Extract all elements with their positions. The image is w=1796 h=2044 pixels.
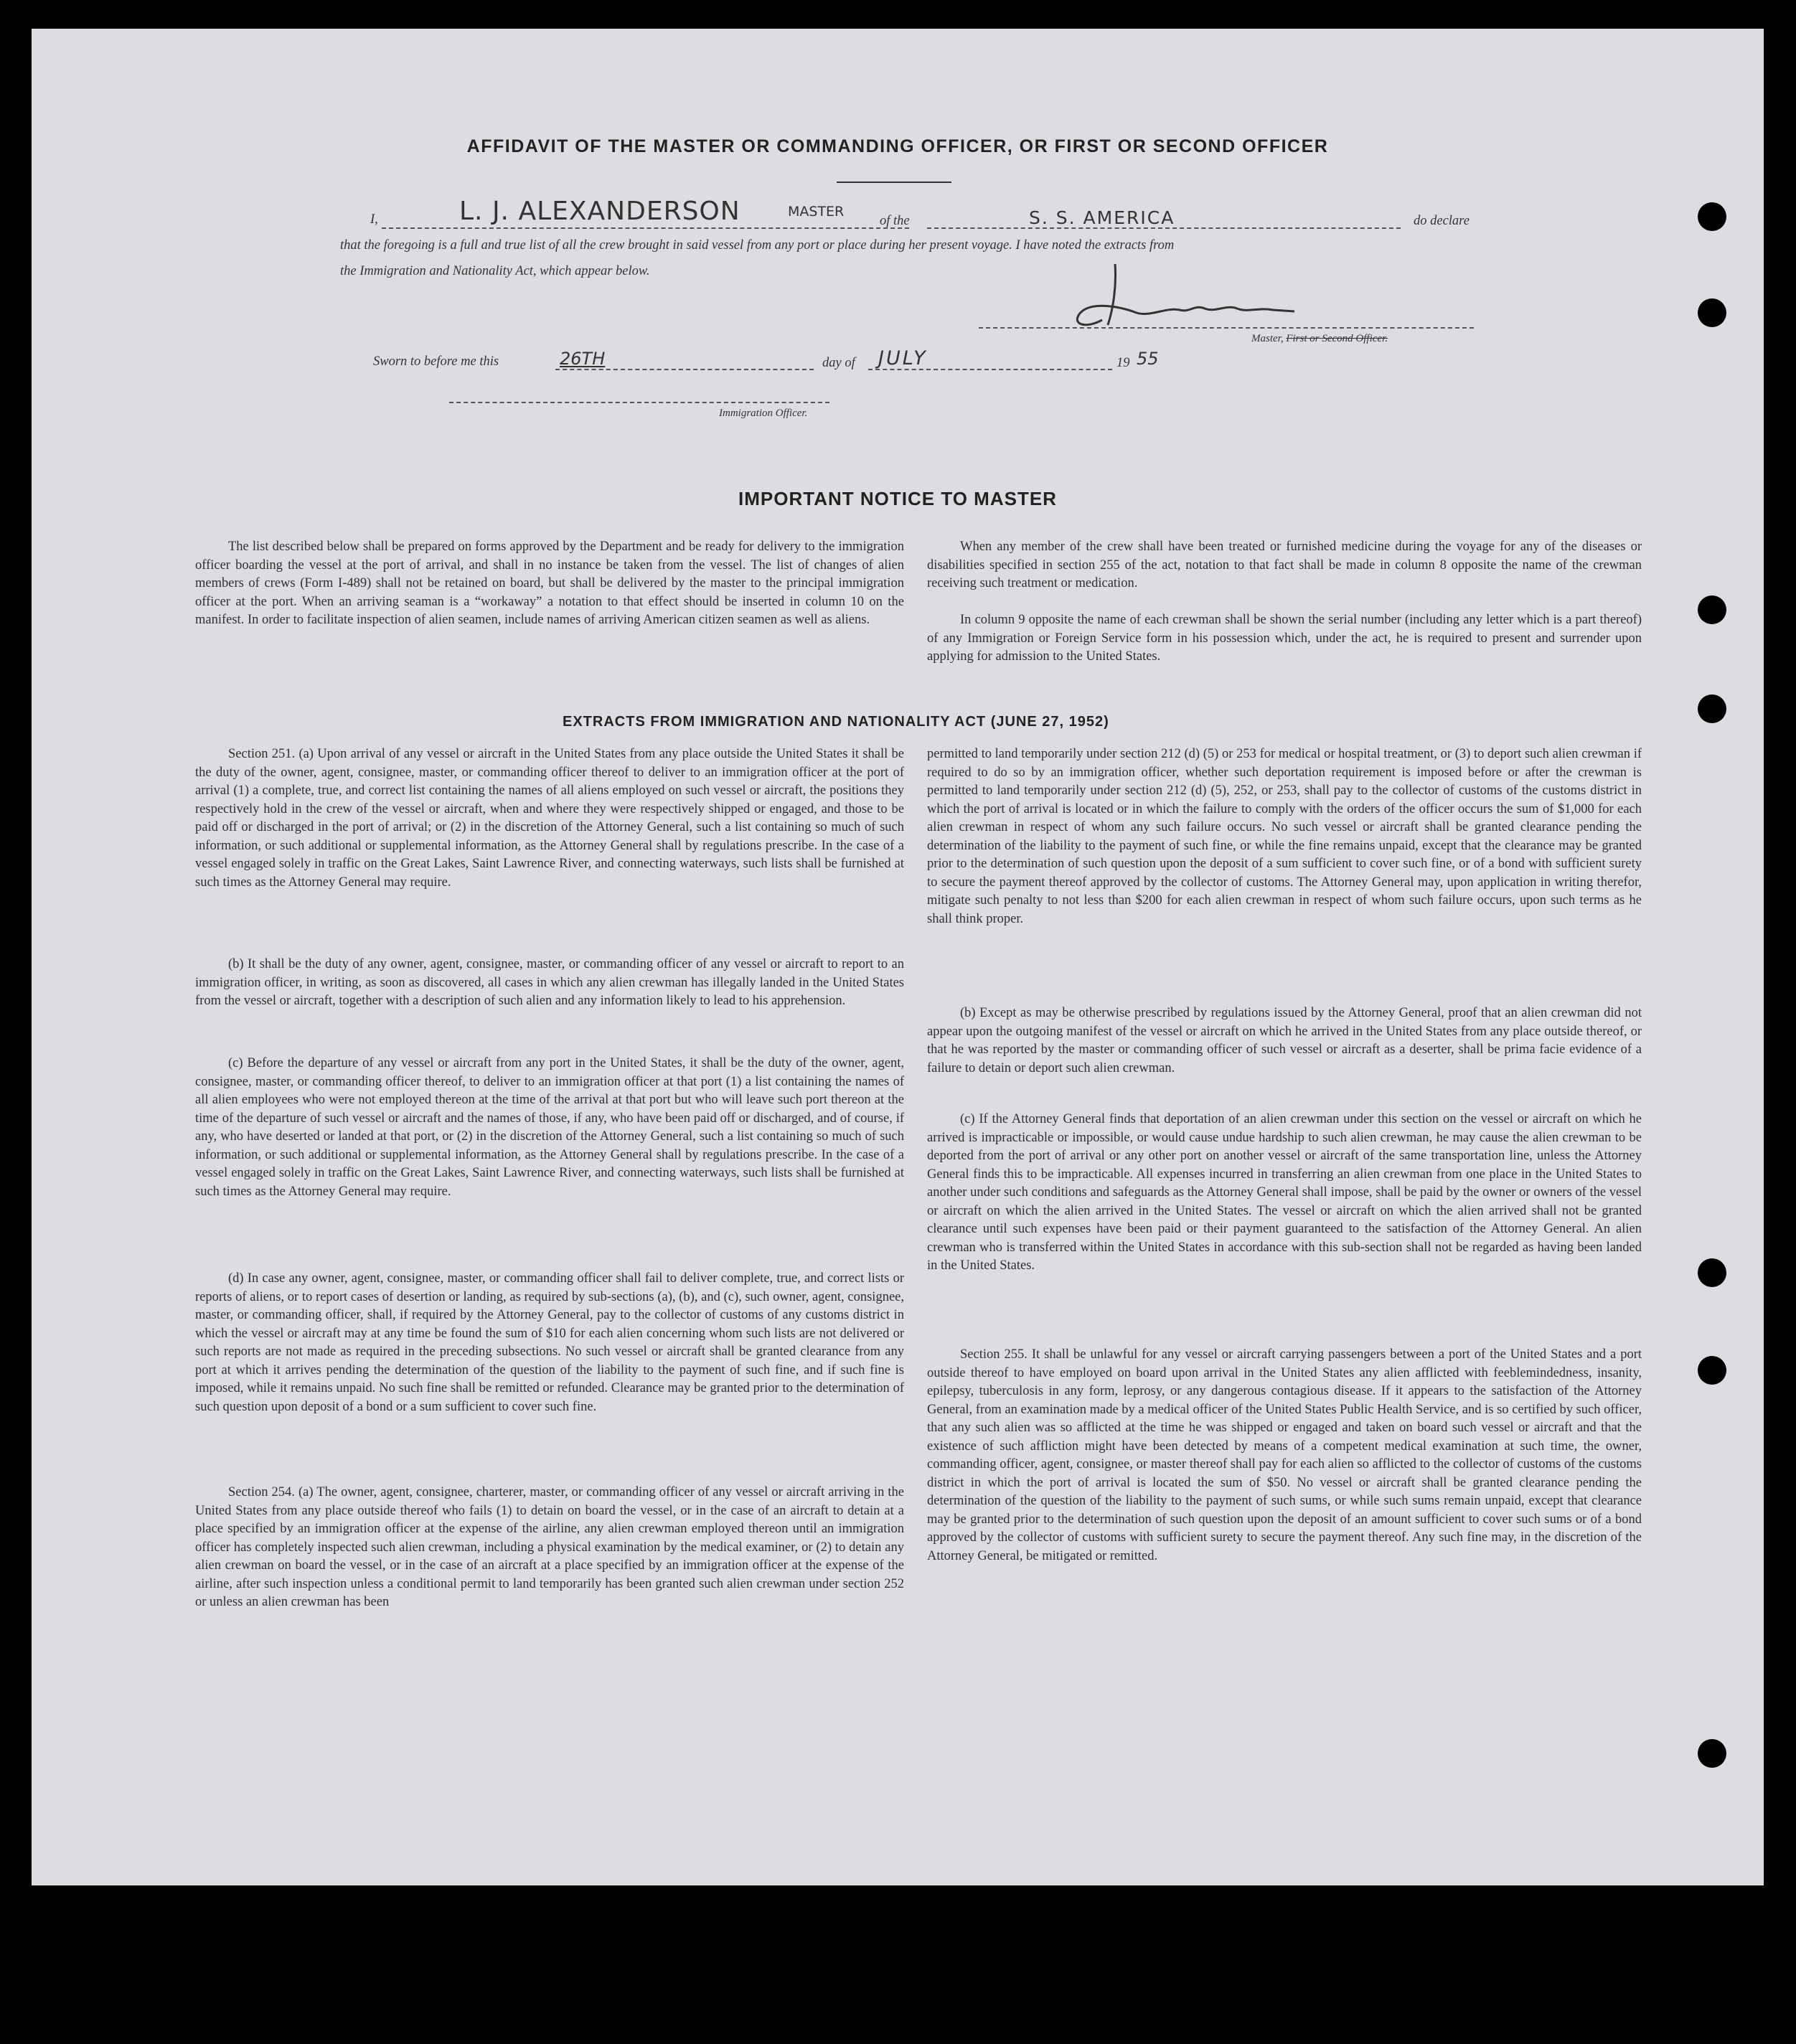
vessel-name: S. S. AMERICA (1029, 207, 1175, 228)
day-line (555, 369, 814, 370)
binder-hole (1698, 1739, 1726, 1768)
notice-left-paragraph: The list described below shall be prepared on forms approved by the Department and be ready for delivery to the immigration officer boarding the vessel at the port of arrival, and shall in no instance be taken from the vessel. The list of changes of alien members of crews (Form I-489) shall not be retained on board, but shall be delivered by the master to the principal immigration officer at the port. When an arriving seaman is a “workaway” a notation to that effect should be inserted in column 10 on the manifest. In order to facilitate inspection of alien seamen, include names of arriving American citizen seamen as well as aliens. (195, 540, 904, 627)
binder-hole (1698, 694, 1726, 723)
sworn-month: JULY (878, 347, 928, 369)
section-255: Section 255. It shall be unlawful for any vessel or aircraft carrying passengers between a port of the United States and a port outside thereof to have employed on board upon arrival in the United States any alien afflicted with feeblemindedness, insanity, epilepsy, tuberculosis in any form, leprosy, or any dangerous contagious disease. If it appears to the satisfaction of the Attorney General, from an examination made by a medical officer of the United States Public Health Service, and is so certified by such officer, that any such alien was so afflicted at the time he was shipped or engaged and taken on board such vessel or aircraft and that the existence of such affliction might have been detected by means of a competent medical examination at such time, the owner, commanding officer, agent, consignee, or master thereof shall pay for each alien so afflicted to the collector of customs of the customs district in which the port of arrival is located the sum of $50. No vessel or aircraft shall be granted clearance pending the determination of the question of the liability to the payment of such sums, or while such sums remain unpaid, except that clearance may be granted prior to the determination of such question upon the deposit of an amount sufficient to cover such sums or of a bond approved by the collector of customs with sufficient surety to secure the payment thereof. Any such fine may, in the discretion of the Attorney General, be mitigated or remitted. (927, 1347, 1642, 1563)
statement-line-1: that the foregoing is a full and true list of all the crew brought in said vessel from any port or place during her present voyage. I have noted the extracts from (340, 238, 1175, 253)
master-name: L. J. ALEXANDERSON (459, 197, 741, 226)
extracts-title: EXTRACTS FROM IMMIGRATION AND NATIONALITY ACT (JUNE 27, 1952) (563, 714, 1109, 730)
binder-hole (1698, 202, 1726, 231)
do-declare-label: do declare (1414, 214, 1470, 228)
year-suffix: 55 (1137, 349, 1159, 369)
struck-officer-label: First or Second Officer. (1286, 333, 1388, 344)
affidavit-title: AFFIDAVIT OF THE MASTER OR COMMANDING OFFICER, OR FIRST OR SECOND OFFICER (466, 136, 1329, 156)
section-254-a-continued: permitted to land temporarily under section 212 (d) (5) or 253 for medical or hospital treatment, or (3) to deport such alien crewman if required to do so by an immigration officer, whether such deportation requirement is imposed before or after the crewman is permitted to land temporarily under section 212 (d) (5), 252, or 253, shall pay to the collector of customs of the customs district in which the port of arrival is located or in which the failure to comply with the orders of the officer occurs the sum of $1,000 for each alien crewman in respect of whom any such failure occurs. No such vessel or aircraft shall be granted clearance pending the determination of the liability to the payment of such fine, or while the fine remains unpaid, except that the clearance may be granted prior to the determination of such question upon the deposit of a sum sufficient to cover such fine, or of a bond with sufficient surety to secure the payment thereof approved by the collector of customs. The Attorney General may, upon application in writing therefor, mitigate such penalty to not less than $200 for each alien crewman in respect of whom such failure occurs, upon such terms as he shall think proper. (927, 747, 1642, 926)
section-251-d: (d) In case any owner, agent, consignee, master, or commanding officer shall fail to deliver complete, true, and correct lists or reports of aliens, or to report cases of desertion or landing, as required by sub-sections (a), (b), and (c), such owner, agent, consignee, master, or commanding officer, shall, if required by the Attorney General, pay to the collector of customs of any customs district in which the vessel or aircraft may at any time be found the sum of $10 for each alien concerning whom such lists are not delivered or such reports are not made as required in the preceding subsections. No such vessel or aircraft shall be granted clearance from any port at which it arrives pending the determination of the question of the liability to the payment of such fine, and if such fine is imposed, while it remains unpaid. No such fine shall be remitted or refunded. Clearance may be granted prior to the determination of such question upon deposit of a bond or a sum sufficient to cover such fine. (195, 1271, 904, 1414)
notice-right-paragraph-2: In column 9 opposite the name of each crewman shall be shown the serial number (including any letter which is a part thereof) of any Immigration or Foreign Service form in his possession which, under the act, he is required to present and surrender upon applying for admission to the United States. (927, 613, 1642, 664)
binder-hole (1698, 595, 1726, 624)
name-line (382, 227, 909, 229)
officer-line (449, 402, 829, 403)
notice-right-paragraph-1: When any member of the crew shall have been treated or furnished medicine during the voyage for any of the diseases or disabilities specified in section 255 of the act, notation to that fact shall be made in column 8 opposite the name of the crewman receiving such treatment or medication. (927, 540, 1642, 590)
rank-entry: MASTER (788, 204, 845, 220)
notice-title: IMPORTANT NOTICE TO MASTER (738, 488, 1057, 509)
sworn-label: Sworn to before me this (373, 354, 499, 369)
document-page (32, 29, 1764, 1885)
master-signature (1058, 257, 1316, 336)
binder-hole (1698, 298, 1726, 327)
master-label-text: Master, (1251, 333, 1284, 344)
section-251-a: Section 251. (a) Upon arrival of any vessel or aircraft in the United States from any place outside the United States it shall be the duty of the owner, agent, consignee, master, or commanding officer thereof to deliver to an immigration officer at the port of arrival (1) a complete, true, and correct list containing the names of all aliens employed on such vessel or aircraft, the positions they respectively hold in the crew of the vessel or aircraft, when and where they were respectively shipped or engaged, and those to be paid off or discharged in the port of arrival; or (2) in the discretion of the Attorney General, such a list containing so much of such information, or such additional or supplemental information, as the Attorney General shall by regulations prescribe. In the case of a vessel engaged solely in traffic on the Great Lakes, Saint Lawrence River, and connecting waterways, such lists shall be furnished at such times as the Attorney General may require. (195, 747, 904, 890)
statement-line-2: the Immigration and Nationality Act, which appear below. (340, 264, 650, 278)
sworn-day: 26TH (560, 349, 606, 369)
section-254-c: (c) If the Attorney General finds that deportation of an alien crewman under this section on the vessel or aircraft on which he arrived is impracticable or impossible, or would cause undue hardship to such alien crewman, he may cause the alien crewman to be deported from the port of arrival or any other port on another vessel or aircraft of the same transportation line, unless the Attorney General finds this to be impracticable. All expenses incurred in transferring an alien crewman from one place in the United States to another under such conditions and safeguards as the Attorney General shall impose, shall be paid by the owner or owners of the vessel or aircraft on which the alien arrived in the United States. The vessel or aircraft on which the alien arrived shall not be granted clearance until such expenses have been paid or their payment guaranteed to the satisfaction of the Attorney General. An alien crewman who is transferred within the United States in accordance with this sub-section shall not be regarded as having been landed in the United States. (927, 1112, 1642, 1273)
i-label: I, (370, 212, 378, 227)
binder-hole (1698, 1258, 1726, 1287)
title-divider (837, 182, 951, 183)
of-the-label: of the (880, 214, 910, 228)
section-254-b: (b) Except as may be otherwise prescribed by regulations issued by the Attorney General, proof that an alien crewman did not appear upon the outgoing manifest of the vessel or aircraft on which he arrived in the United States from any place outside thereof, or that he was reported by the master or commanding officer of such vessel or aircraft as a deserter, shall be prima facie evidence of a failure to detain or deport such alien crewman. (927, 1006, 1642, 1075)
signature-line (979, 327, 1474, 329)
year-prefix: 19 (1116, 356, 1130, 370)
binder-hole (1698, 1356, 1726, 1385)
section-251-c: (c) Before the departure of any vessel or aircraft from any port in the United States, it shall be the duty of the owner, agent, consignee, master, or commanding officer thereof, to deliver to an immigration officer at that port (1) a list containing the names of all alien employees who were not employed thereon at the time of the arrival at that port but who will leave such port thereon at the time of the departure of such vessel or aircraft and the names of those, if any, who have been paid off or discharged, and of course, if any, who have deserted or landed at that port, or (2) in the discretion of the Attorney General, such a list containing so much of such information, or such additional or supplemental information, as the Attorney General shall by regulations prescribe. In the case of a vessel engaged solely in traffic on the Great Lakes, Saint Lawrence River, and connecting waterways, such lists shall be furnished at such times as the Attorney General may require. (195, 1056, 904, 1199)
day-of-label: day of (822, 356, 855, 370)
immigration-officer-label: Immigration Officer. (719, 408, 808, 419)
master-label (1251, 333, 1388, 345)
section-251-b: (b) It shall be the duty of any owner, agent, consignee, master, or commanding officer of any vessel or aircraft to report to an immigration officer, in writing, as soon as discovered, all cases in which any alien crewman has illegally landed in the United States from the vessel or aircraft, together with a description of such alien and any information likely to lead to his apprehension. (195, 957, 904, 1008)
section-254-a: Section 254. (a) The owner, agent, consignee, charterer, master, or commanding officer of any vessel or aircraft arriving in the United States from any place outside thereof who fails (1) to detain on board the vessel, or in the case of an aircraft to detain at a place specified by an immigration officer at the expense of the airline, any alien crewman employed thereon until an immigration officer has completely inspected such alien crewman, including a physical examination by the medical examiner, or (2) to detain any alien crewman on board the vessel, or in the case of an aircraft at a place specified by an immigration officer at the expense of the airline, after such inspection unless a conditional permit to land temporarily has been granted such alien crewman under section 252 or unless an alien crewman has been (195, 1485, 904, 1609)
